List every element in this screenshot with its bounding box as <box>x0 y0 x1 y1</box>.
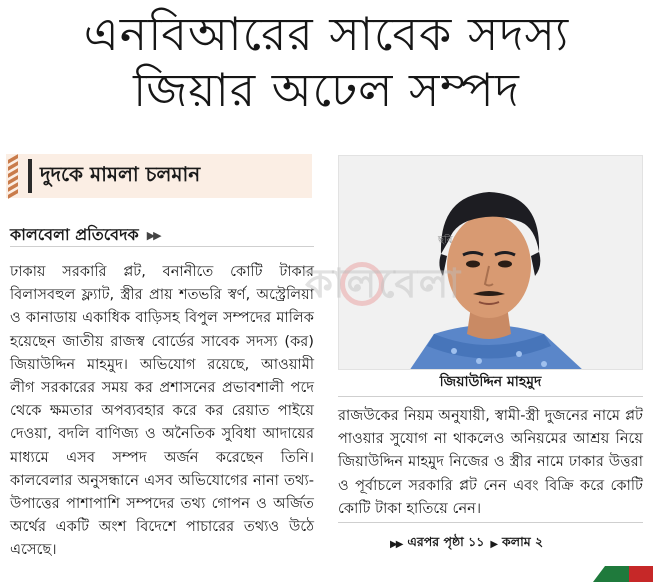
watermark-ring-icon <box>340 262 384 306</box>
paragraph-left: ঢাকায় সরকারি প্লট, বনানীতে কোটি টাকার বিলাসবহুল ফ্ল্যাট, স্ত্রীর প্রায় শতভরি স্বর্ণ, অস্ট্রেলিয়া ও কানাডায় একাধিক বাড়িসহ বিপুল সম্পদের মালিক হয়েছেন জাতীয় রাজস্ব বোর্ডের সাবেক সদস্য (কর) জিয়াউদ্দিন মাহমুদ। অভিযোগ রয়েছে, আওয়ামী লীগ সরকারের সময় কর প্রশাসনের প্রভাবশালী পদে থেকে ক্ষমতার অপব্যবহার করে কর রেয়াত পাইয়ে দেওয়া, বদলি বাণিজ্য ও অনৈতিক সুবিধা আদায়ের মাধ্যমে এসব সম্পদ অর্জন করেছেন তিনি। কালবেলার অনুসন্ধানে এসব অভিযোগের নানা তথ্য-উপাত্তের পাশাপাশি সম্পদের তথ্য গোপন ও অর্জিত অর্থের একটি অংশ বিদেশে পাচারের তথ্যও উঠে এসেছে। <box>10 263 314 559</box>
jump-rule <box>338 522 643 523</box>
byline-rule <box>10 246 314 247</box>
watermark: কালবেলা <box>305 261 463 307</box>
article-body-left <box>10 260 314 562</box>
portrait-illustration <box>339 156 643 370</box>
headline-line-2: জিয়ার অঢেল সম্পদ <box>133 63 520 117</box>
subhead-divider <box>28 159 32 193</box>
jump-column: কলাম ২ <box>502 534 544 549</box>
caption-rule <box>338 396 643 397</box>
arrow-right-icon: ▶ <box>490 538 497 550</box>
portrait-photo <box>338 155 643 370</box>
photo-caption: জিয়াউদ্দিন মাহমুদ <box>439 374 542 390</box>
byline <box>10 222 160 249</box>
photo-credit: ছবি <box>438 235 453 246</box>
corner-decoration <box>593 566 653 582</box>
decorative-stripes-icon <box>8 154 24 198</box>
jump-page: এরপর পৃষ্ঠা ১১ <box>407 534 485 549</box>
continuation-jump[interactable] <box>390 534 543 554</box>
subhead-text: দুদকে মামলা চলমান <box>40 161 201 186</box>
article-body-right <box>338 404 643 520</box>
paragraph-right: রাজউকের নিয়ম অনুযায়ী, স্বামী-স্ত্রী দুজনের নামে প্লট পাওয়ার সুযোগ না থাকলেও অনিয়মের আশ্রয় নিয়ে জিয়াউদ্দিন মাহমুদ নিজের ও স্ত্রীর নামে ঢাকার উত্তরা ও পূর্বাচলে সরকারি প্লট নেন এবং বিক্রি করে কোটি কোটি টাকা হাতিয়ে নেন। <box>338 407 643 517</box>
subhead-banner <box>6 154 312 198</box>
headline <box>0 6 653 118</box>
double-arrow-icon: ▶▶ <box>390 538 402 550</box>
headline-line-1: এনবিআরের সাবেক সদস্য <box>83 7 570 61</box>
byline-text: কালবেলা প্রতিবেদক <box>10 225 139 244</box>
double-arrow-icon: ▶▶ <box>146 229 160 242</box>
